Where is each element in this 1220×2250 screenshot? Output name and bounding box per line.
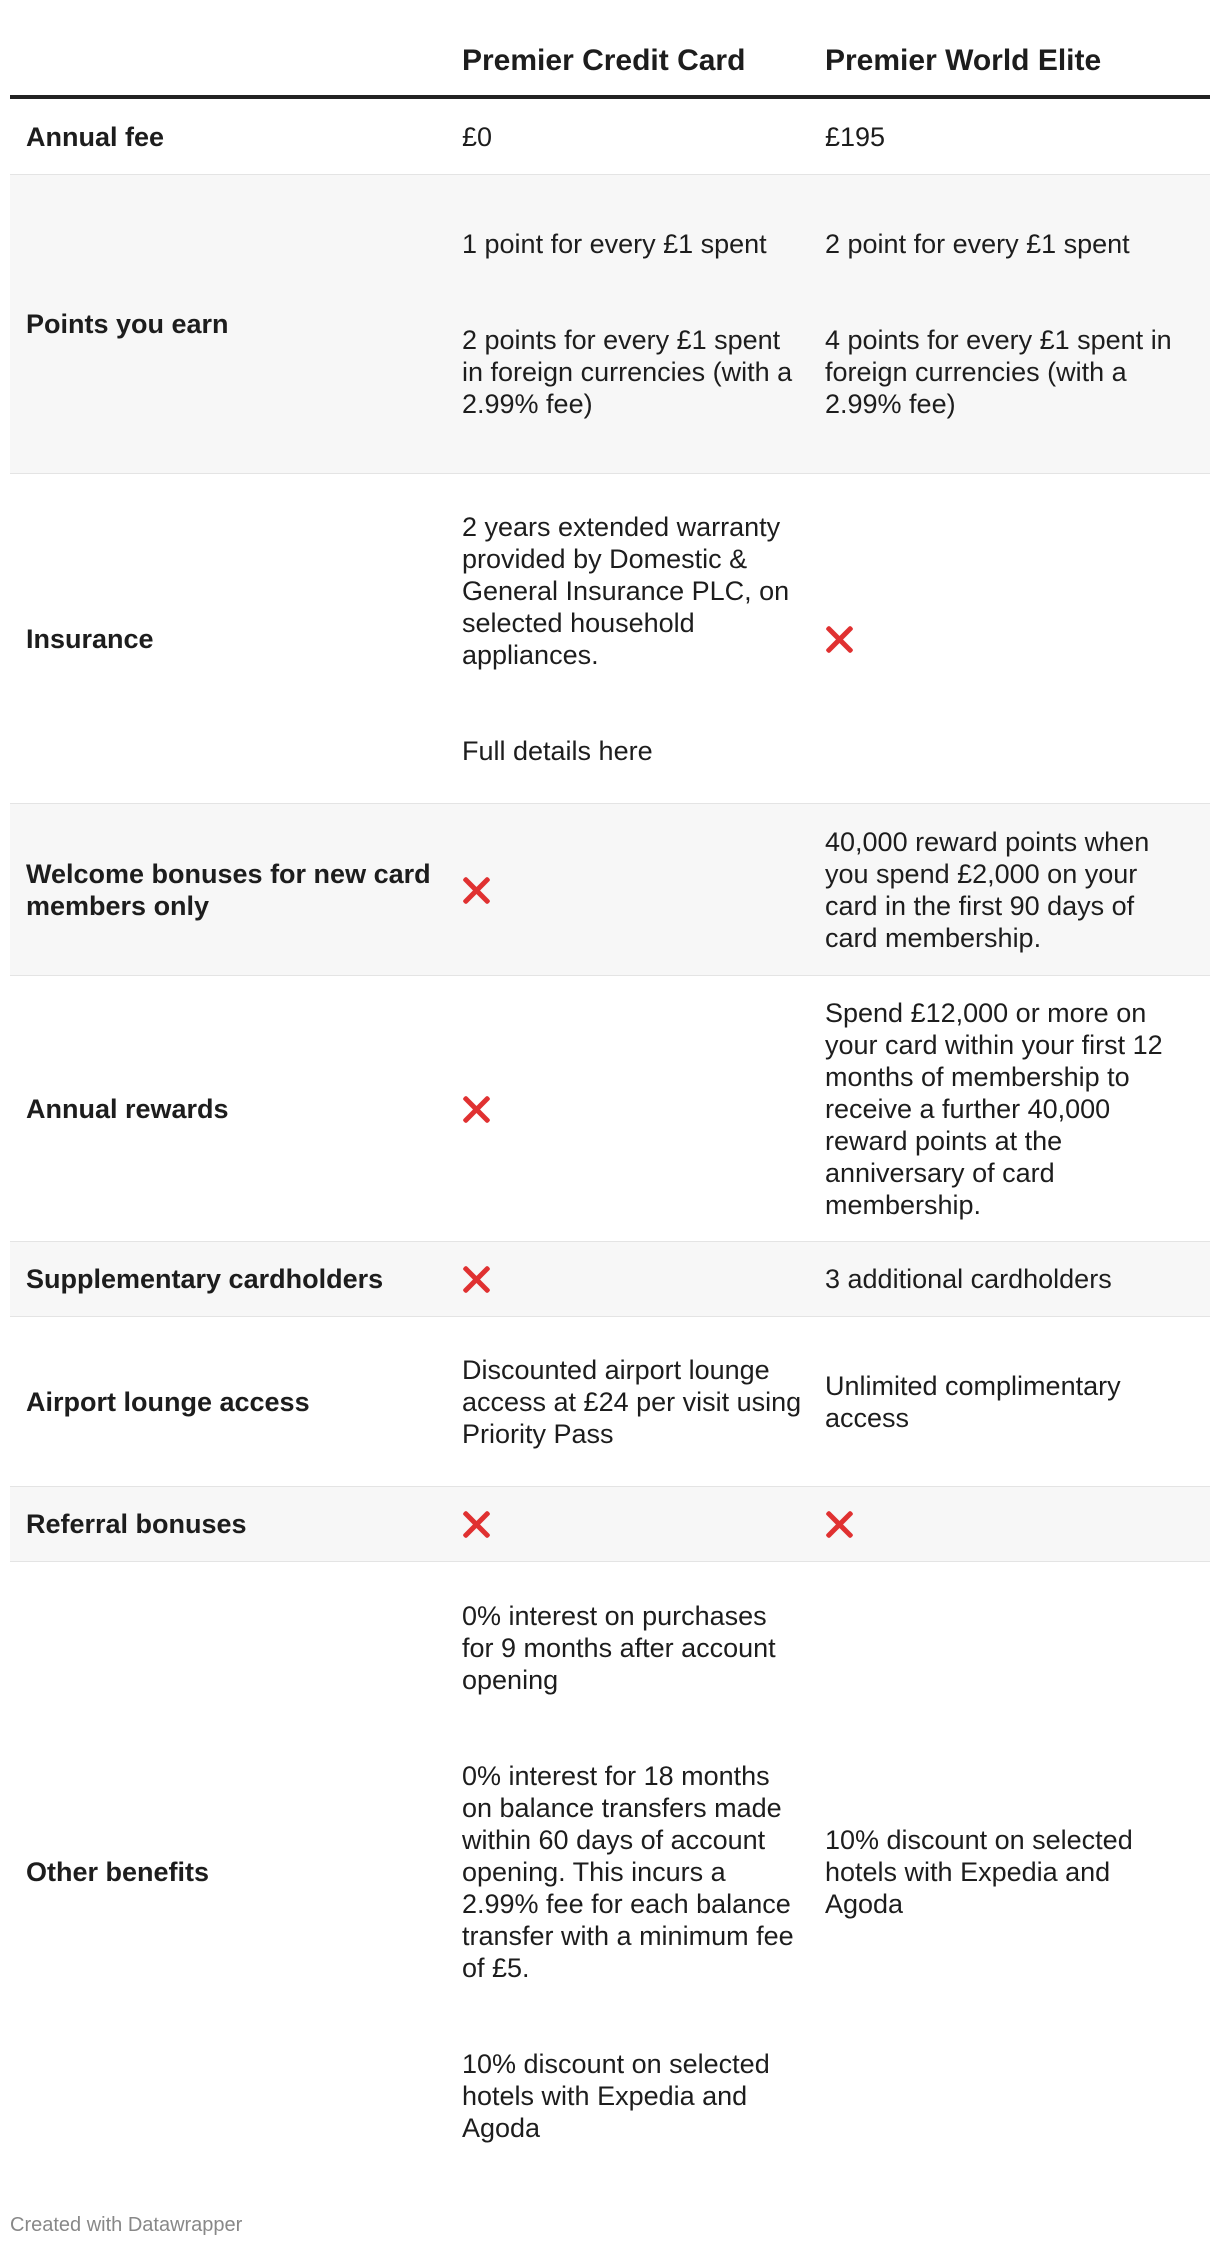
table-row — [10, 804, 1210, 976]
footer-credit: Created with Datawrapper — [10, 2214, 243, 2236]
cell-text: 0% interest on purchases for 9 months after account opening — [462, 1601, 776, 1695]
cell-text: 40,000 reward points when you spend £2,000 on your card in the first 90 days of card membership. — [825, 826, 1150, 953]
row-label: Points you earn — [26, 309, 229, 339]
cross-icon — [462, 1510, 490, 1538]
cell-text: 2 point for every £1 spent — [825, 229, 1130, 259]
table-row — [10, 1317, 1210, 1487]
cell-link-full-details[interactable]: Full details here — [462, 735, 653, 766]
cross-icon — [825, 1510, 853, 1538]
table-row — [10, 1487, 1210, 1562]
cell-text: 0% interest for 18 months on balance transfers made within 60 days of account opening. This incurs a 2.99% fee for each balance transfer with a minimum fee of £5. — [462, 1761, 794, 1983]
cross-icon — [462, 1095, 490, 1123]
cell-text: 10% discount on selected hotels with Expedia and Agoda — [825, 1825, 1133, 1919]
row-label: Other benefits — [26, 1857, 210, 1887]
cell-text: 10% discount on selected hotels with Expedia and Agoda — [462, 2049, 770, 2143]
table-header — [10, 0, 1210, 99]
cell-text: £0 — [462, 121, 493, 152]
table-row — [10, 474, 1210, 804]
header-premier-credit-card: Premier Credit Card — [462, 44, 746, 77]
comparison-table — [10, 0, 1210, 2182]
row-label: Annual rewards — [26, 1093, 229, 1124]
cell-text: 3 additional cardholders — [825, 1264, 1112, 1294]
cross-icon — [825, 625, 853, 653]
cell-text: Discounted airport lounge access at £24 per visit using Priority Pass — [462, 1354, 802, 1449]
table-row — [10, 1242, 1210, 1317]
cell-text: £195 — [825, 121, 886, 152]
row-label: Airport lounge access — [26, 1386, 310, 1417]
cell-text: Unlimited complimentary access — [825, 1370, 1121, 1433]
table-row — [10, 976, 1210, 1242]
cell-text: 2 years extended warranty provided by Domestic & General Insurance PLC, on selected household appliances. — [462, 511, 790, 670]
cell-text: 4 points for every £1 spent in foreign currencies (with a 2.99% fee) — [825, 325, 1172, 419]
header-premier-world-elite: Premier World Elite — [825, 44, 1102, 77]
cell-text: 1 point for every £1 spent — [462, 229, 767, 259]
header-empty — [10, 0, 462, 95]
row-label: Annual fee — [26, 121, 165, 152]
row-label: Supplementary cardholders — [26, 1264, 384, 1294]
row-label: Referral bonuses — [26, 1509, 247, 1539]
cell-text: Spend £12,000 or more on your card within your first 12 months of membership to receive a further 40,000 reward points at the anniversary of card membership. — [825, 997, 1163, 1220]
table-row — [10, 1562, 1210, 2182]
table-row — [10, 175, 1210, 474]
cross-icon — [462, 1265, 490, 1293]
cross-icon — [462, 876, 490, 904]
cell-text: 2 points for every £1 spent in foreign currencies (with a 2.99% fee) — [462, 325, 793, 419]
table-row — [10, 99, 1210, 175]
row-label: Insurance — [26, 623, 154, 654]
row-label: Welcome bonuses for new card members only — [26, 858, 431, 921]
